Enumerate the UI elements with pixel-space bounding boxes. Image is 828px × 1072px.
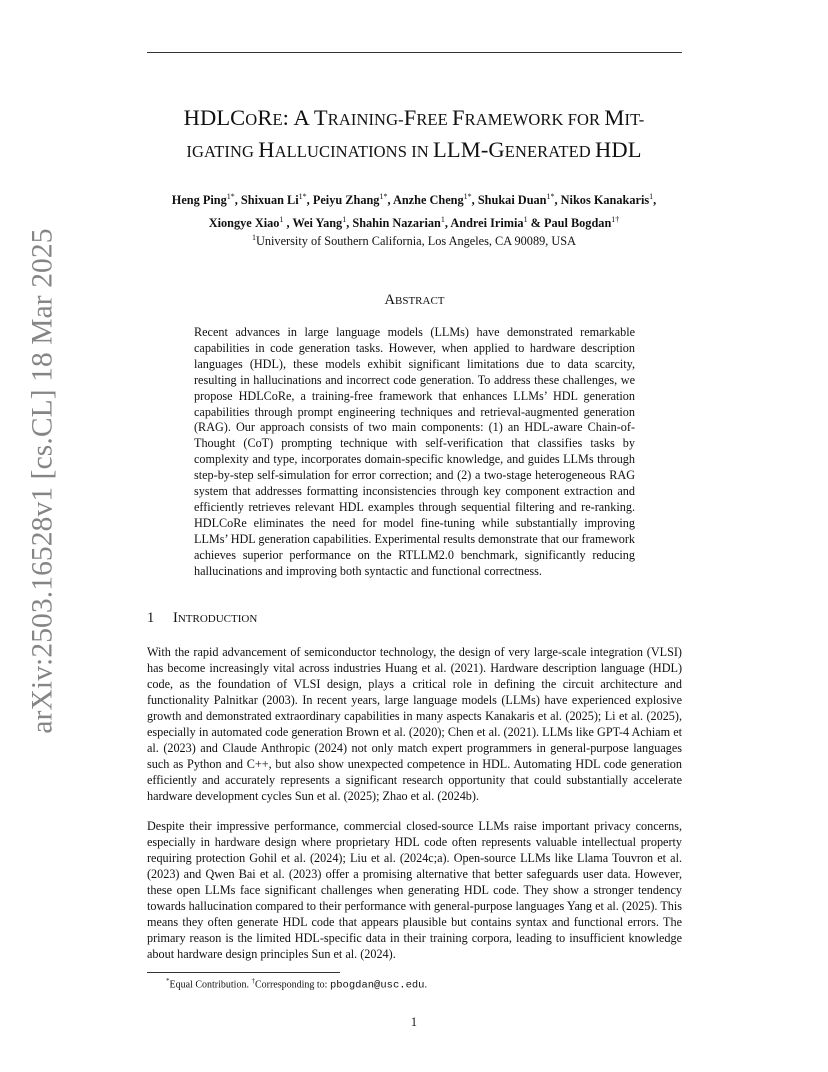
paper-title: HDLCORE: A TRAINING-FREE FRAMEWORK FOR MIT- IGATING HALLUCINATIONS IN LLM-GENERATED HDL: [183, 105, 645, 162]
abstract-heading: ABSTRACT: [384, 292, 445, 308]
section-heading-introduction: 1 INTRODUCTION: [147, 610, 258, 626]
author-list: Heng Ping$^{1*}$, Shixuan $Li^{1*}$, Peiyu Zhang$^{1*}$, Anzhe Cheng$^{1*}$, Shukai Duan$^{1*}$, Nikos Kanakaris$^1$, Xiongye Xiao$^1$ , Wei Yang$^1$, Shahin Nazarian$^1$, Andrei Irimia$^1$ & Paul Bogdan$^{1\dagger}$: [171, 192, 657, 231]
footnote: *Equal Contribution. †Corresponding to: pbogdan@usc.edu.: [166, 977, 427, 992]
footnote-rule: [147, 972, 340, 973]
affiliation: $^1$University of Southern California, Los Angeles, CA 90089, USA: [251, 233, 577, 249]
top-rule: [147, 52, 682, 53]
abstract-text: Recent advances in large language models (LLMs) have demonstrated remarkable capabilities in code generation tasks. However, when applied to hardware description languages (HDL), these models exhibit significant limitations due to data scarcity, resulting in hallucinations and incorrect code generation. To address these challenges, we propose HDLCoRe, a training-free framework that enhances LLMs’ HDL generation capabilities through prompt engineering techniques and retrieval-augmented generation (RAG). Our approach consists of two main components: (1) an HDL-aware Chain-of-Thought (CoT) prompting technique with self-verification that classifies tasks by complexity and type, incorporates domain-specific knowledge, and guides LLMs through step-by-step self-simulation for error correction; and (2) a two-stage heterogeneous RAG system that addresses formatting inconsistencies through key component extraction and efficiently retrieves relevant HDL examples through sequential filtering and re-ranking. HDLCoRe eliminates the need for model fine-tuning while substantially improving LLMs’ HDL generation capabilities. Experimental results demonstrate that our framework achieves superior performance on the RTLLM2.0 benchmark, significantly reducing hallucinations and improving both syntactic and functional correctness.: [194, 325, 635, 578]
body-paragraph: With the rapid advancement of semiconductor technology, the design of very large-scale integration (VLSI) has become increasingly vital across industries Huang et al. (2021). Hardware description language (HDL) code, as the foundation of VLSI design, plays a critical role in defining the circuit architecture and functionality Palnitkar (2003). In recent years, large language models (LLMs) have experienced explosive growth and demonstrated extraordinary capabilities in many aspects Kanakaris et al. (2025); Li et al. (2025), especially in automated code generation Brown et al. (2020); Chen et al. (2021). LLMs like GPT-4 Achiam et al. (2023) and Claude Anthropic (2024) not only match expert programmers in general-purpose languages such as Python and C++, but also show unexpected competence in HDL. Automating HDL code generation efficiently and accurately represents a significant research opportunity that could substantially accelerate hardware development cycles Sun et al. (2025); Zhao et al. (2024b).: [147, 645, 682, 803]
page-number: 1: [410, 1015, 418, 1029]
email-link[interactable]: pbogdan@usc.edu: [329, 979, 425, 992]
body-paragraph: Despite their impressive performance, commercial closed-source LLMs raise important privacy concerns, especially in hardware design where proprietary HDL code often represents valuable intellectual property requiring protection Gohil et al. (2024); Liu et al. (2024c;a). Open-source LLMs like Llama Touvron et al. (2023) and Qwen Bai et al. (2023) offer a promising alternative that better safeguards user data. However, these open LLMs face significant challenges when generating HDL code. They show a stronger tendency towards hallucination compared to their performance with general-purpose languages Yang et al. (2025). This means they often generate HDL code that appears plausible but contains syntax and functional errors. The primary reason is the limited HDL-specific data in their training corpora, leading to insufficient knowledge about hardware design principles Sun et al. (2024).: [147, 819, 682, 961]
